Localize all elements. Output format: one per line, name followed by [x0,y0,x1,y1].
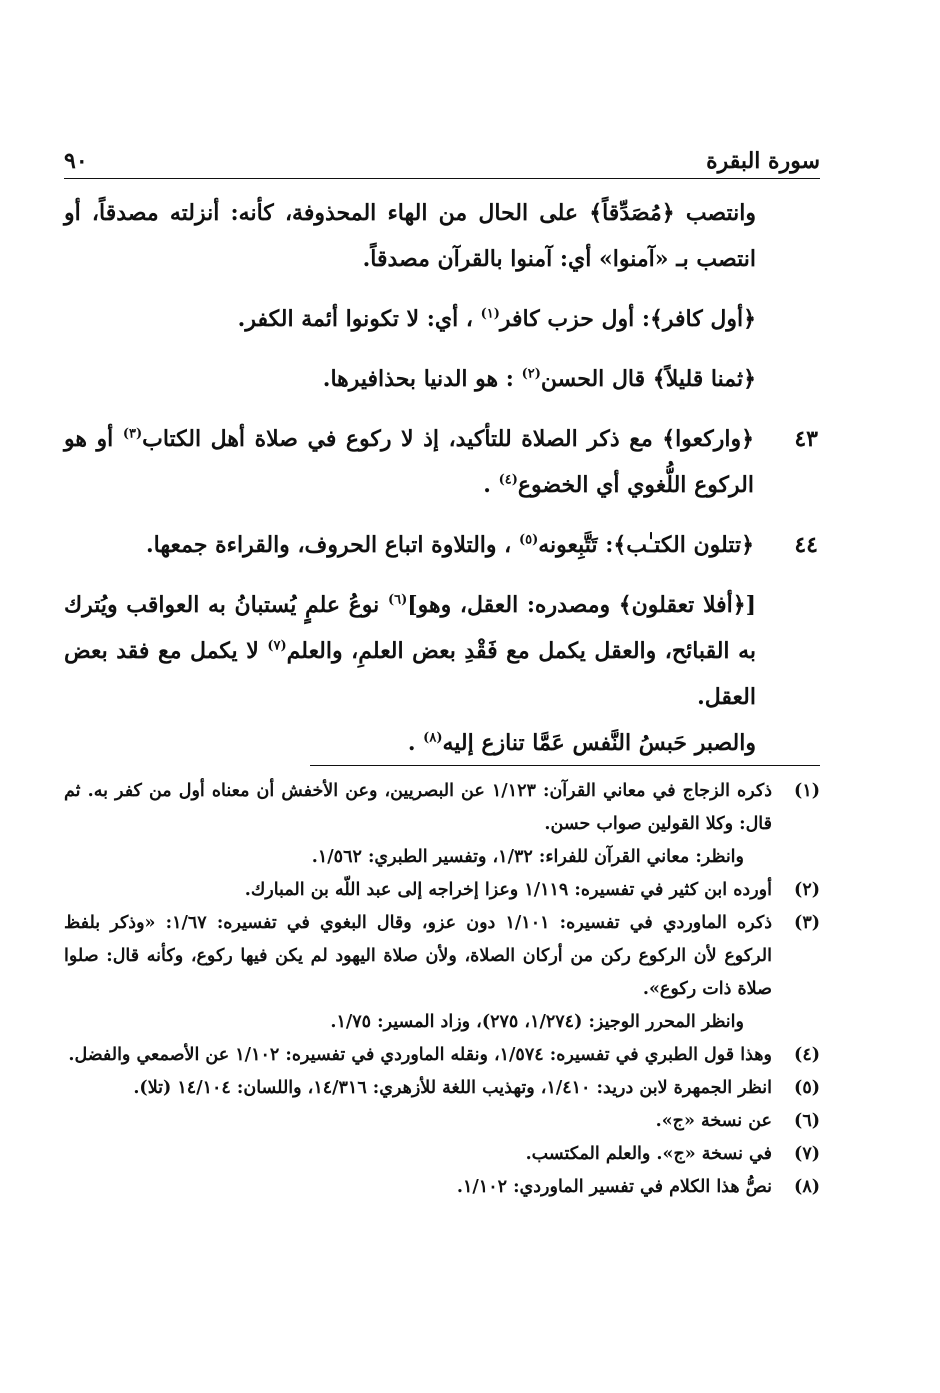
footnote-ref[interactable]: (٣) [122,426,143,442]
footnotes [64,775,820,1204]
footnote-ref[interactable]: (٤) [498,472,518,488]
footnote-text: عن نسخة «ج». [655,1111,772,1131]
footnote-ref[interactable]: (١) [480,306,500,322]
verse-number: ٤٣ [794,426,818,452]
page-header [64,140,820,174]
footnote-6 [64,1105,820,1138]
footnote-1-extra: وانظر: معاني القرآن للفراء: ١/٣٢، وتفسير الطبري: ١/٥٦٢. [311,847,744,867]
main-text [64,190,820,766]
footnote-text: في نسخة «ج». والعلم المكتسب. [525,1144,772,1164]
footnote-text: أورده ابن كثير في تفسيره: ١/١١٩ وعزا إخراجه إلى عبد اللّه بن المبارك. [244,880,772,900]
footnote-3 [64,907,820,1006]
paragraph-musaddiq: وانتصب ﴿مُصَدِّقاً﴾ على الحال من الهاء المحذوفة، كأنه: أنزلته مصدقاً، أو انتصب بـ «آمنوا» أي: آمنوا بالقرآن مصدقاً. [64,200,756,272]
footnote-number: (٤) [794,1045,820,1065]
footnote-text: وهذا قول الطبري في تفسيره: ١/٥٧٤، ونقله الماوردي في تفسيره: ١/١٠٢ عن الأصمعي والفضل. [68,1045,772,1065]
footnote-number: (٦) [794,1111,820,1131]
footnote-number: (١) [794,781,820,801]
footnote-ref[interactable]: (٢) [521,366,541,382]
footnote-number: (٣) [794,913,820,933]
footnote-8 [64,1171,820,1204]
footnote-text: انظر الجمهرة لابن دريد: ١/٤١٠، وتهذيب اللغة للأزهري: ١٤/٣١٦، واللسان: ١٤/١٠٤ (تلا). [133,1078,772,1098]
paragraph-awwal-kafir: ﴿أول كافر﴾: أول حزب كافر$^{(١)}$ ، أي: لا تكونوا أئمة الكفر. [237,306,756,332]
footnote-number: (٧) [794,1144,820,1164]
footnote-ref[interactable]: (٧) [267,638,287,654]
footnote-2 [64,874,820,907]
paragraph-aql: [﴿أفلا تعقلون﴾ ومصدره: العقل، وهو]$^{(٦)}$ نوعُ علمٍ يُستبانُ به العواقب ويُترك به القبائح، والعقل يكمل مع فَقْدِ بعض العلمِ، والعلم$^{(٧)}$ لا يكمل مع فقد بعض العقل. [64,592,756,710]
footnote-number: (٥) [794,1078,820,1098]
verse-44 [64,522,820,568]
footnote-text: نصُّ هذا الكلام في تفسير الماوردي: ١/١٠٢. [456,1177,772,1197]
paragraph-sabr: والصبر حَبسُ النَّفس عَمَّا تنازع إليه$^{(٨)}$ . [407,730,756,756]
verse-number: ٤٤ [794,532,818,558]
verse-43 [64,416,820,508]
footnote-number: (٢) [794,880,820,900]
footnote-text: ذكره الزجاج في معاني القرآن: ١/١٢٣ عن البصريين، وعن الأخفش أن معناه أول من كفر به. ثم قال: وكلا القولين صواب حسن. [64,781,773,834]
footnote-5 [64,1072,820,1105]
verse-43-text: ﴿واركعوا﴾ مع ذكر الصلاة للتأكيد، إذ لا ركوع في صلاة أهل الكتاب$^{(٣)}$ أو هو الركوع اللُّغوي أي الخضوع$^{(٤)}$ . [64,426,755,498]
paragraph-thaman-qalil: ﴿ثمنا قليلاً﴾ قال الحسن$^{(٢)}$ : هو الدنيا بحذافيرها. [322,366,756,392]
footnote-7 [64,1138,820,1171]
footnote-3-extra: وانظر المحرر الوجيز: (١/٢٧٤، ٢٧٥)، وزاد المسير: ١/٧٥. [330,1012,744,1032]
verse-44-text: ﴿تتلون الكتـٰب﴾: تَتَّبِعونه$^{(٥)}$ ، والتلاوة اتباع الحروف، والقراءة جمعها. [146,532,754,558]
footnote-4 [64,1039,820,1072]
footnote-ref[interactable]: (٥) [518,532,539,548]
page-number: ٩٠ [64,148,88,174]
footnote-number: (٨) [794,1177,820,1197]
footnote-text: ذكره الماوردي في تفسيره: ١/١٠١ دون عزو، وقال البغوي في تفسيره: ١/٦٧: «وذكر بلفظ الركوع لأن الركوع ركن من أركان الصلاة، ولأن صلاة اليهود لم يكن فيها ركوع، وكأنه قال: صلوا صلاة ذات ركوع». [64,913,772,999]
footnote-1 [64,775,820,841]
footnote-ref[interactable]: (٨) [423,730,443,746]
running-title: سورة البقرة [706,148,820,174]
footnote-separator [310,765,820,766]
footnote-ref[interactable]: (٦) [387,592,408,608]
header-rule [64,178,820,179]
